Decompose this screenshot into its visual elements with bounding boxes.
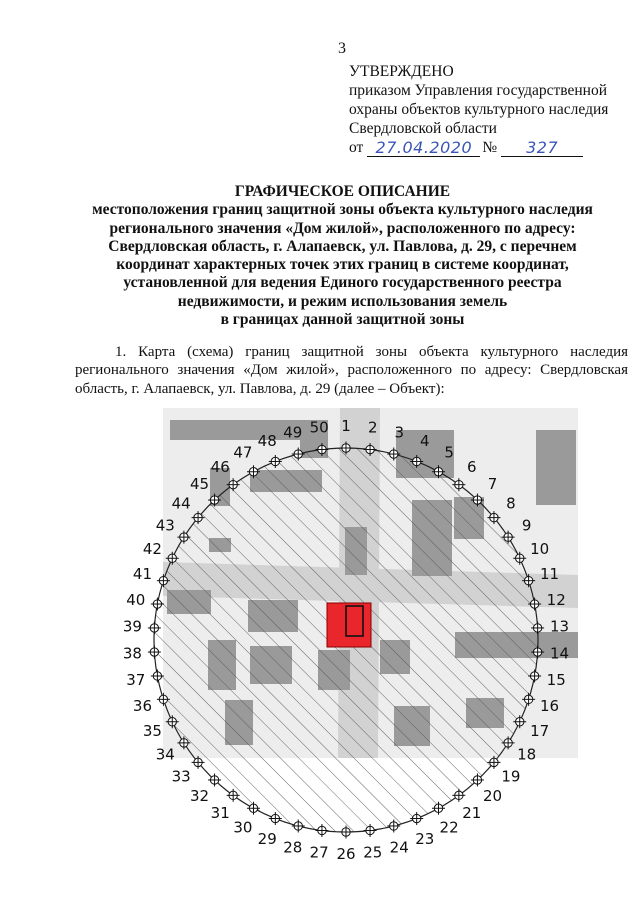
date-prefix: от	[349, 139, 364, 156]
paragraph-number: 1.	[115, 344, 127, 360]
title-line-4: координат характерных точек этих границ в системе координат,	[116, 256, 569, 274]
boundary-point-label: 31	[210, 804, 230, 823]
boundary-point-label: 22	[439, 818, 459, 837]
object-protection-territory	[327, 603, 371, 647]
paragraph-text: Карта (схема) границ защитной зоны объекта культурного наследия регионального значения «Дом жилой», расположенного по адресу: Свердловская область, г. Алапаевск, ул. Павлова, д. 29 (далее – Объект):	[75, 344, 629, 397]
boundary-point-label: 7	[487, 475, 498, 494]
boundary-point-label: 46	[210, 457, 230, 476]
boundary-point-label: 19	[501, 767, 521, 786]
boundary-point-label: 29	[257, 829, 277, 848]
boundary-point-label: 37	[126, 671, 146, 690]
boundary-point-label: 1	[341, 417, 351, 435]
title-line-5: установленной для ведения Единого государственного реестра	[123, 274, 562, 292]
title-line-7: в границах данной защитной зоны	[220, 311, 465, 329]
boundary-point-label: 47	[233, 443, 253, 462]
boundary-point-label: 41	[132, 564, 153, 583]
approval-heading: УТВЕРЖДЕНО	[349, 63, 454, 80]
boundary-point-label: 32	[189, 786, 210, 805]
boundary-point-label: 21	[462, 804, 482, 823]
approval-date-value: 27.04.2020	[367, 139, 480, 157]
number-prefix: №	[482, 139, 498, 156]
boundary-point-label: 20	[482, 786, 503, 805]
boundary-point-label: 49	[283, 423, 303, 442]
approval-line-1: приказом Управления государственной	[349, 82, 608, 99]
boundary-point-label: 40	[126, 590, 146, 609]
boundary-point-label: 42	[142, 539, 162, 558]
boundary-point-label: 28	[283, 838, 303, 857]
title-line-1: местоположения границ защитной зоны объекта культурного наследия	[92, 201, 593, 219]
boundary-point-label: 43	[155, 516, 175, 535]
boundary-point-label: 11	[539, 564, 560, 583]
boundary-point-label: 12	[546, 590, 566, 609]
approval-number-value: 327	[501, 139, 583, 157]
building	[536, 430, 576, 505]
boundary-point-label: 3	[394, 423, 404, 442]
boundary-point-label: 2	[368, 418, 378, 437]
boundary-point-label: 44	[171, 494, 191, 513]
title-heading: ГРАФИЧЕСКОЕ ОПИСАНИЕ	[234, 183, 451, 200]
boundary-point-label: 30	[233, 818, 253, 837]
boundary-point-label: 13	[550, 617, 570, 636]
boundary-point-label: 24	[389, 838, 409, 857]
boundary-point-label: 25	[363, 843, 383, 862]
approval-line-3: Свердловской области	[349, 120, 497, 137]
boundary-point-label: 38	[122, 644, 142, 663]
title-line-6: недвижимости, и режим использования земель	[177, 292, 508, 310]
boundary-point-label: 4	[420, 432, 430, 451]
boundary-point-label: 36	[132, 697, 153, 716]
boundary-point-label: 50	[309, 418, 329, 437]
approval-line-2: охраны объектов культурного наследия	[349, 101, 609, 118]
boundary-point-label: 9	[521, 516, 532, 535]
page-number: 3	[338, 40, 346, 57]
cultural-heritage-object	[327, 603, 371, 647]
boundary-point-label: 16	[539, 697, 560, 716]
title-line-2: регионального значения «Дом жилой», расположенного по адресу:	[109, 219, 576, 237]
boundary-point-label: 5	[444, 443, 454, 462]
boundary-point-label: 23	[415, 829, 435, 848]
boundary-point-label: 18	[517, 745, 537, 764]
boundary-point-label: 17	[530, 722, 550, 741]
boundary-point-label: 33	[171, 767, 191, 786]
boundary-point-label: 14	[550, 644, 570, 663]
title-line-3: Свердловская область, г. Алапаевск, ул. Павлова, д. 29, с перечнем	[108, 237, 577, 255]
boundary-point-label: 10	[530, 539, 550, 558]
boundary-point-label: 6	[467, 457, 477, 476]
boundary-point-label: 48	[257, 432, 277, 451]
boundary-point-label: 39	[122, 617, 142, 636]
boundary-point-label: 26	[336, 845, 356, 863]
boundary-point-label: 8	[506, 494, 516, 513]
boundary-point-label: 35	[142, 722, 162, 741]
boundary-point-label: 34	[155, 745, 175, 764]
boundary-point-label: 15	[546, 671, 566, 690]
boundary-point-label: 27	[309, 843, 329, 862]
boundary-point-label: 45	[189, 475, 210, 494]
